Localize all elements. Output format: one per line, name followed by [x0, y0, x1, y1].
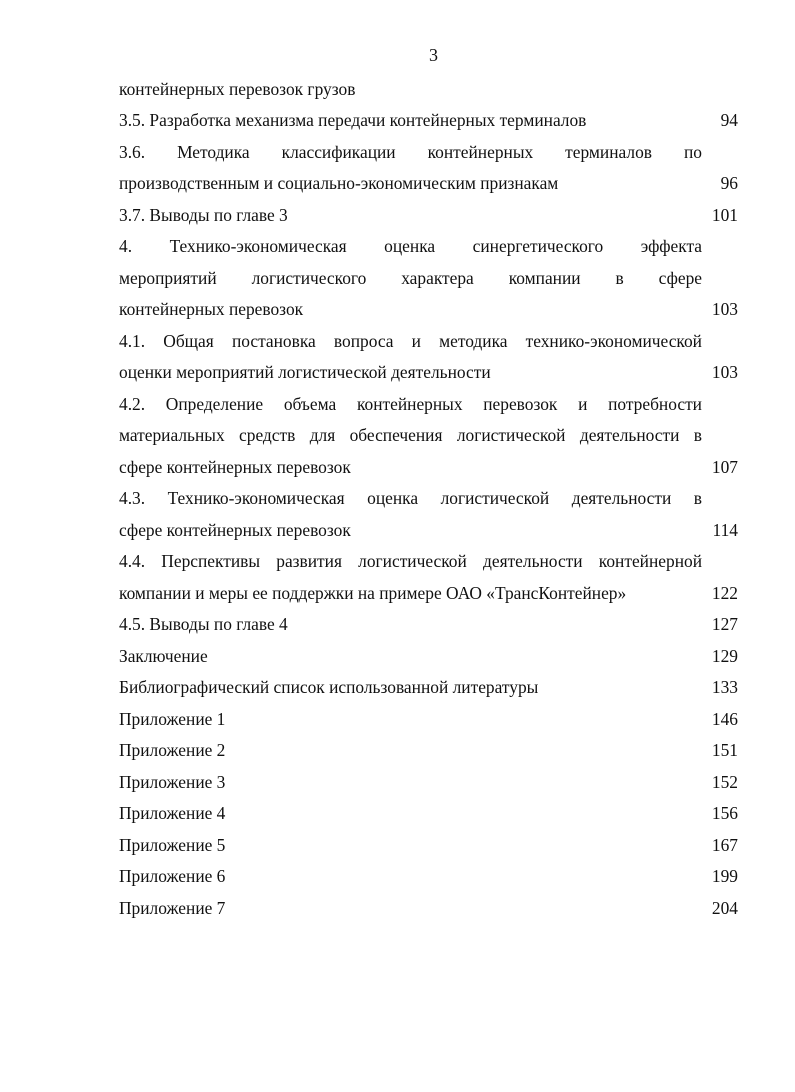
toc-entry-title: Приложение 2 — [119, 740, 226, 760]
toc-entry-title: контейнерных перевозок — [119, 299, 304, 319]
toc-page-number: 94 — [720, 110, 738, 130]
toc-line — [119, 227, 738, 259]
toc-entry-title: 4.3. Технико-экономическая оценка логистической деятельности в — [119, 488, 702, 508]
toc-page-number: 101 — [711, 204, 738, 225]
toc-entry — [119, 699, 738, 731]
toc-page-number: 103 — [711, 362, 738, 382]
table-of-contents — [119, 69, 738, 920]
toc-line — [119, 321, 738, 353]
toc-line — [119, 573, 738, 605]
toc-entry-title: 3.7. Выводы по главе 3 — [119, 204, 288, 225]
toc-page-number: 96 — [720, 173, 738, 193]
toc-entry — [119, 731, 738, 763]
toc-entry-title: Приложение 3 — [119, 771, 226, 792]
toc-line — [119, 258, 738, 290]
toc-line — [119, 195, 738, 227]
toc-entry — [119, 479, 738, 542]
toc-entry — [119, 195, 738, 227]
toc-entry-title: Приложение 5 — [119, 834, 226, 855]
toc-line — [119, 888, 738, 920]
toc-line — [119, 510, 738, 542]
toc-entry-title: 3.6. Методика классификации контейнерных терминалов по — [119, 141, 702, 162]
toc-entry — [119, 542, 738, 605]
toc-page-number: 107 — [711, 456, 738, 477]
toc-page-number: 146 — [711, 708, 738, 729]
toc-page-number: 127 — [711, 614, 738, 634]
toc-line — [119, 825, 738, 857]
toc-line — [119, 542, 738, 574]
toc-entry-title: компании и меры ее поддержки на примере ОАО «ТрансКонтейнер» — [119, 582, 627, 603]
toc-entry-title: сфере контейнерных перевозок — [119, 519, 351, 540]
toc-entry — [119, 69, 738, 101]
toc-line — [119, 416, 738, 448]
toc-line — [119, 101, 738, 133]
toc-entry — [119, 605, 738, 637]
toc-entry — [119, 384, 738, 479]
toc-line — [119, 605, 738, 637]
toc-entry-title: оценки мероприятий логистической деятельности — [119, 362, 491, 382]
toc-entry — [119, 132, 738, 195]
toc-page-number: 103 — [711, 299, 738, 319]
toc-line — [119, 69, 738, 101]
toc-entry-title: Приложение 1 — [119, 708, 226, 729]
toc-entry-title: 4.2. Определение объема контейнерных перевозок и потребности — [119, 393, 702, 414]
toc-line — [119, 699, 738, 731]
toc-entry-title: мероприятий логистического характера компании в сфере — [119, 267, 702, 288]
toc-line — [119, 164, 738, 196]
toc-entry — [119, 762, 738, 794]
toc-page-number: 151 — [711, 740, 738, 760]
toc-line — [119, 447, 738, 479]
toc-line — [119, 762, 738, 794]
toc-line — [119, 290, 738, 322]
toc-line — [119, 353, 738, 385]
toc-line — [119, 384, 738, 416]
toc-entry-title: 4. Технико-экономическая оценка синергетического эффекта — [119, 236, 702, 256]
toc-entry-title: 3.5. Разработка механизма передачи контейнерных терминалов — [119, 110, 587, 130]
toc-entry-title: 4.1. Общая постановка вопроса и методика технико-экономической — [119, 330, 702, 351]
toc-entry — [119, 636, 738, 668]
toc-line — [119, 132, 738, 164]
page-number: 3 — [429, 45, 438, 65]
toc-page-number: 152 — [711, 771, 738, 792]
toc-entry-title: сфере контейнерных перевозок — [119, 456, 351, 477]
toc-page-number: 114 — [712, 519, 738, 540]
toc-entry — [119, 888, 738, 920]
toc-entry — [119, 321, 738, 384]
toc-page-number: 167 — [711, 834, 738, 855]
toc-line — [119, 731, 738, 763]
toc-page-number: 199 — [711, 866, 738, 886]
toc-entry — [119, 101, 738, 133]
toc-entry-title: Приложение 4 — [119, 803, 226, 823]
toc-entry-title: Приложение 7 — [119, 897, 226, 918]
toc-line — [119, 668, 738, 700]
toc-line — [119, 636, 738, 668]
toc-entry-title: Приложение 6 — [119, 866, 226, 886]
toc-page-number: 122 — [711, 582, 738, 603]
toc-entry-title: производственным и социально-экономическим признакам — [119, 173, 559, 193]
toc-line — [119, 857, 738, 889]
toc-page-number: 129 — [711, 645, 738, 666]
toc-entry-title: контейнерных перевозок грузов — [119, 78, 356, 99]
toc-entry-title: Заключение — [119, 645, 208, 666]
toc-entry — [119, 794, 738, 826]
toc-entry — [119, 227, 738, 322]
toc-entry-title: Библиографический список использованной литературы — [119, 677, 539, 697]
toc-line — [119, 479, 738, 511]
toc-entry-title: 4.5. Выводы по главе 4 — [119, 614, 288, 634]
toc-line — [119, 794, 738, 826]
toc-page-number: 156 — [711, 803, 738, 823]
toc-entry — [119, 857, 738, 889]
toc-entry — [119, 668, 738, 700]
toc-entry-title: 4.4. Перспективы развития логистической деятельности контейнерной — [119, 551, 702, 571]
toc-entry-title: материальных средств для обеспечения логистической деятельности в — [119, 425, 702, 445]
toc-entry — [119, 825, 738, 857]
toc-page-number: 204 — [711, 897, 738, 918]
toc-page-number: 133 — [711, 677, 738, 697]
